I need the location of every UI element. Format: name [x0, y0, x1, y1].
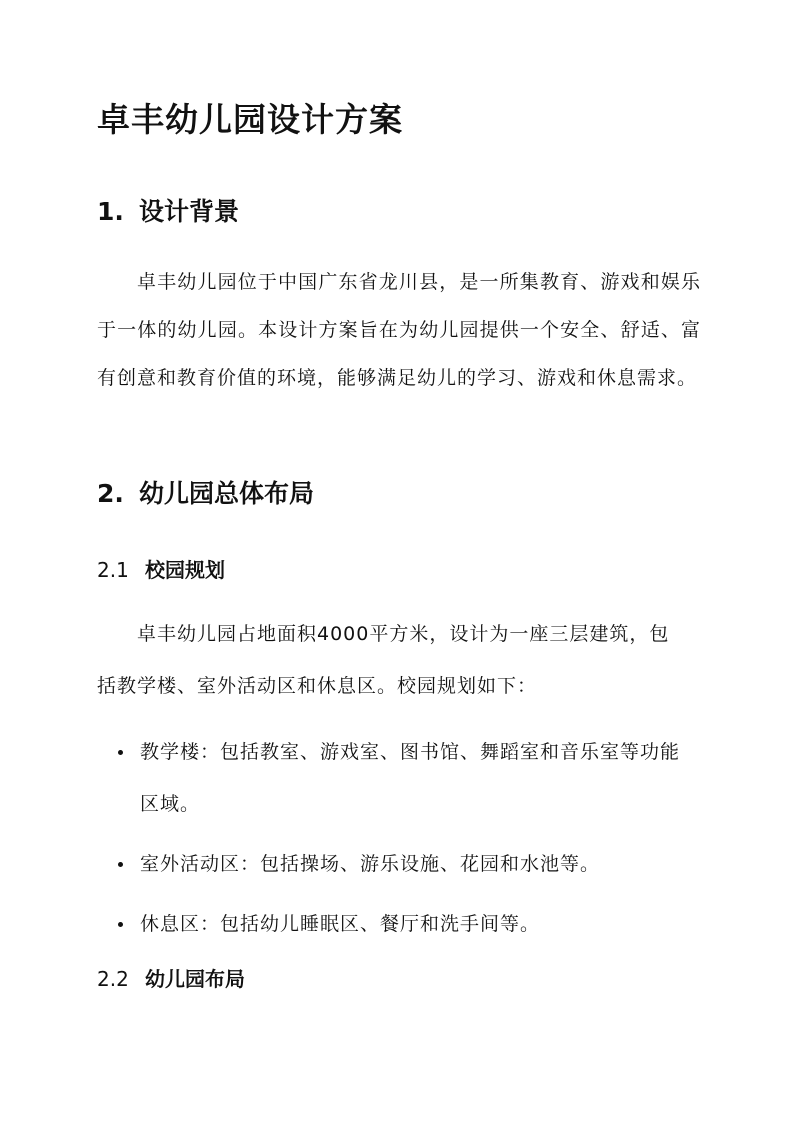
list-item-text: 室外活动区：包括操场、游乐设施、花园和水池等。 — [140, 853, 601, 875]
subsection-title: 校园规划 — [145, 558, 225, 582]
list-item-text: 休息区：包括幼儿睡眠区、餐厅和洗手间等。 — [140, 913, 541, 935]
subsection-heading-campus-planning — [97, 555, 225, 585]
section-title: 设计背景 — [139, 197, 240, 226]
bullet-icon — [118, 750, 123, 755]
campus-planning-paragraph: 卓丰幼儿园占地面积4000平方米，设计为一座三层建筑，包括教学楼、室外活动区和休息区。校园规划如下： — [97, 623, 670, 697]
list-item — [118, 898, 698, 950]
section-number: 1. — [97, 197, 124, 226]
subsection-title: 幼儿园布局 — [145, 967, 245, 991]
section-heading-layout — [97, 476, 314, 512]
section-title: 幼儿园总体布局 — [139, 479, 315, 508]
background-paragraph: 卓丰幼儿园位于中国广东省龙川县，是一所集教育、游戏和娱乐于一体的幼儿园。本设计方案旨在为幼儿园提供一个安全、舒适、富有创意和教育价值的环境，能够满足幼儿的学习、游戏和休息需求。 — [97, 271, 701, 389]
list-item — [118, 838, 698, 890]
section-heading-background — [97, 194, 239, 230]
subsection-heading-kindergarten-layout — [97, 964, 245, 994]
list-item — [118, 726, 698, 830]
list-item-text: 教学楼：包括教室、游戏室、图书馆、舞蹈室和音乐室等功能区域。 — [140, 741, 681, 815]
bullet-icon — [118, 862, 123, 867]
subsection-number: 2.2 — [97, 967, 129, 991]
bullet-icon — [118, 922, 123, 927]
document-title: 卓丰幼儿园设计方案 — [97, 100, 403, 139]
subsection-number: 2.1 — [97, 558, 129, 582]
campus-bullet-list — [118, 726, 698, 950]
section-number: 2. — [97, 479, 124, 508]
